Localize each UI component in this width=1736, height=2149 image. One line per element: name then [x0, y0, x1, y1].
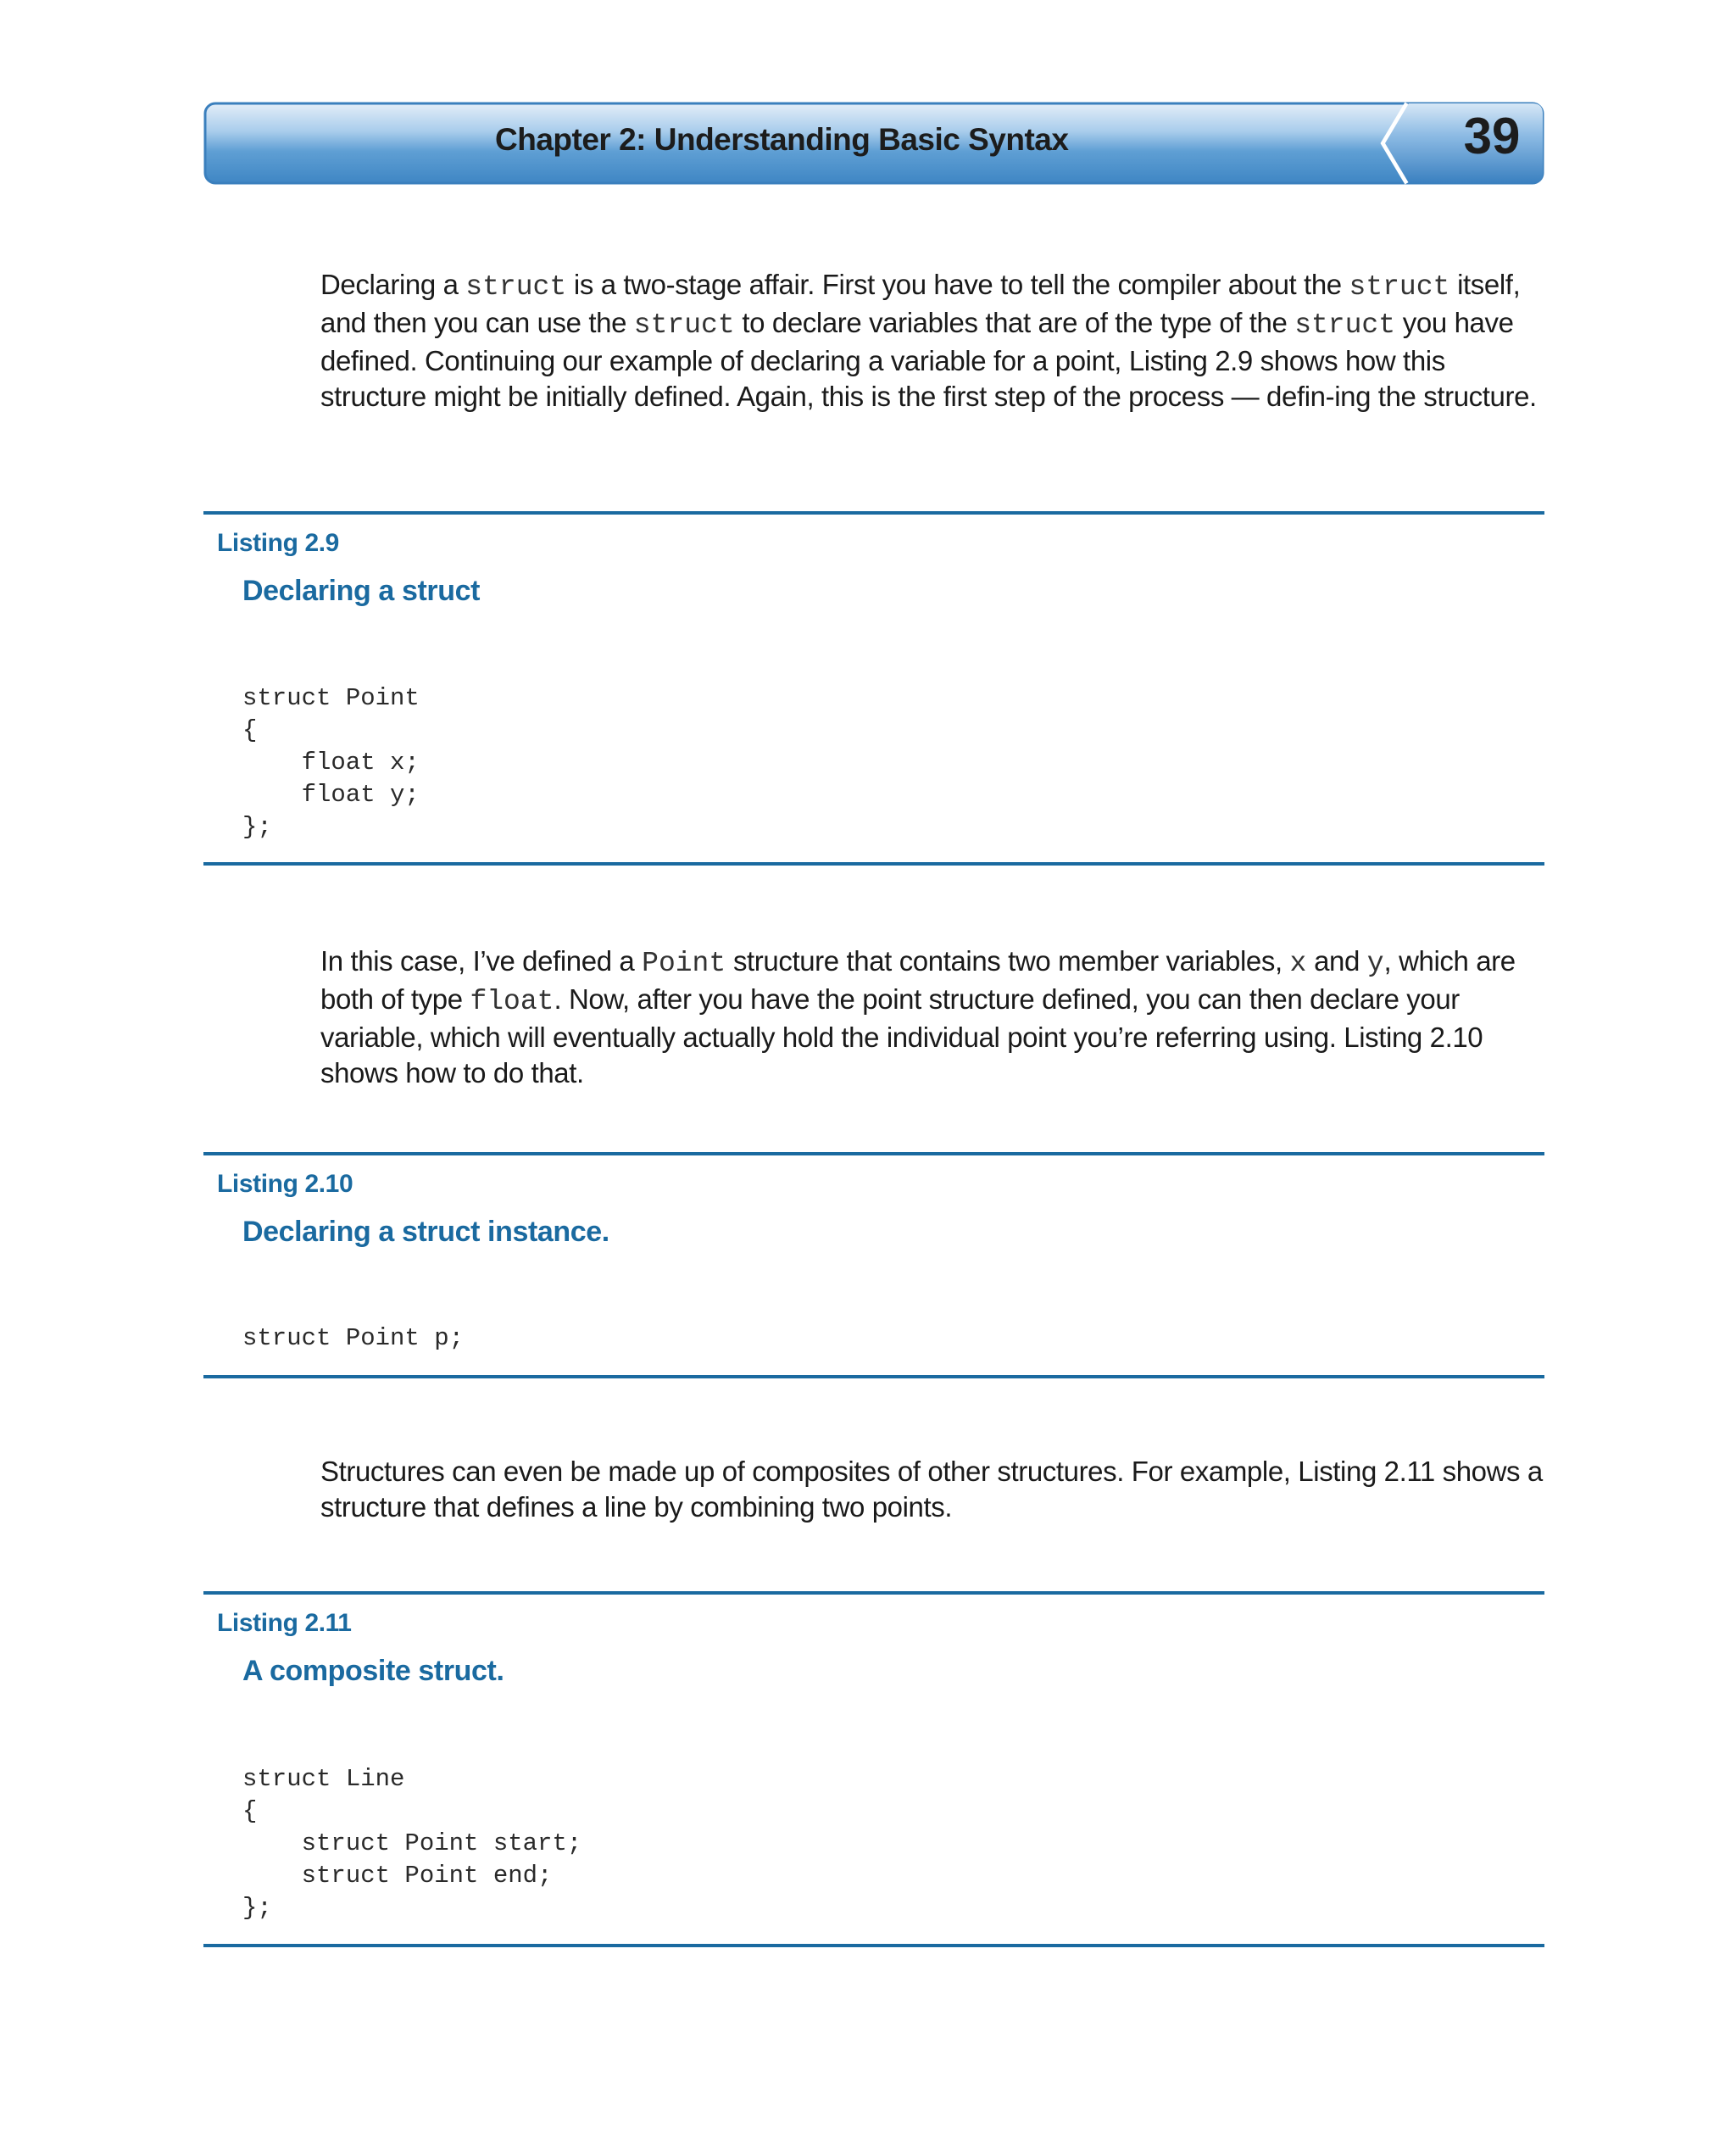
listing-label: Listing 2.9: [217, 529, 339, 557]
listing-title: Declaring a struct: [242, 575, 481, 607]
listing-top-rule: [203, 1152, 1544, 1155]
code-listing: struct Point { float x; float y; };: [242, 684, 420, 841]
inline-code: struct: [633, 309, 735, 341]
listing-top-rule: [203, 1591, 1544, 1595]
body-paragraph-3: [320, 1454, 1543, 1525]
listing-bottom-rule: [203, 1944, 1544, 1947]
text-span: to declare variables that are of the type of the: [734, 307, 1295, 338]
inline-code: Point: [642, 948, 726, 979]
text-span: In this case, I’ve defined a: [320, 945, 643, 977]
code-listing: struct Line { struct Point start; struct Point end; };: [242, 1765, 582, 1922]
text-span: is a two-stage affair. First you have to tell the compiler about the: [566, 269, 1349, 300]
listing-label: Listing 2.11: [217, 1609, 352, 1637]
body-paragraph-2: [320, 944, 1543, 1091]
inline-code: struct: [1294, 309, 1396, 341]
chapter-title: Chapter 2: Understanding Basic Syntax: [495, 122, 1069, 157]
inline-code: struct: [1349, 271, 1450, 303]
listing-top-rule: [203, 511, 1544, 515]
code-listing: struct Point p;: [242, 1324, 465, 1352]
text-span: and: [1306, 945, 1367, 977]
inline-code: float: [470, 986, 554, 1017]
inline-code: y: [1366, 948, 1384, 979]
listing-title: A composite struct.: [242, 1655, 504, 1687]
listing-title: Declaring a struct instance.: [242, 1216, 609, 1248]
text-span: you have defined. Continuing our example of declaring a variable for a point, Listing 2.9 shows how this structure might be initially defined. Again, this is the first step of the process — defin-ing the structure.: [320, 307, 1537, 412]
listing-bottom-rule: [203, 1375, 1544, 1378]
text-span: Structures can even be made up of composites of other structures. For example, Listing 2.11 shows a structure that defines a line by combining two points.: [320, 1456, 1543, 1523]
listing-bottom-rule: [203, 862, 1544, 866]
text-span: Declaring a: [320, 269, 466, 300]
page-number: 39: [1463, 108, 1521, 164]
body-paragraph-1: [320, 267, 1543, 415]
text-span: structure that contains two member variables,: [726, 945, 1290, 977]
inline-code: struct: [465, 271, 567, 303]
text-span: itself, and then you can use the: [320, 269, 1521, 338]
text-span: , which are both of type: [320, 945, 1516, 1015]
listing-label: Listing 2.10: [217, 1170, 353, 1198]
text-span: . Now, after you have the point structure defined, you can then declare your variable, which will eventually actually hold the individual point you’re referring using. Listing 2.10 shows how to do that.: [320, 983, 1483, 1088]
inline-code: x: [1289, 948, 1307, 979]
